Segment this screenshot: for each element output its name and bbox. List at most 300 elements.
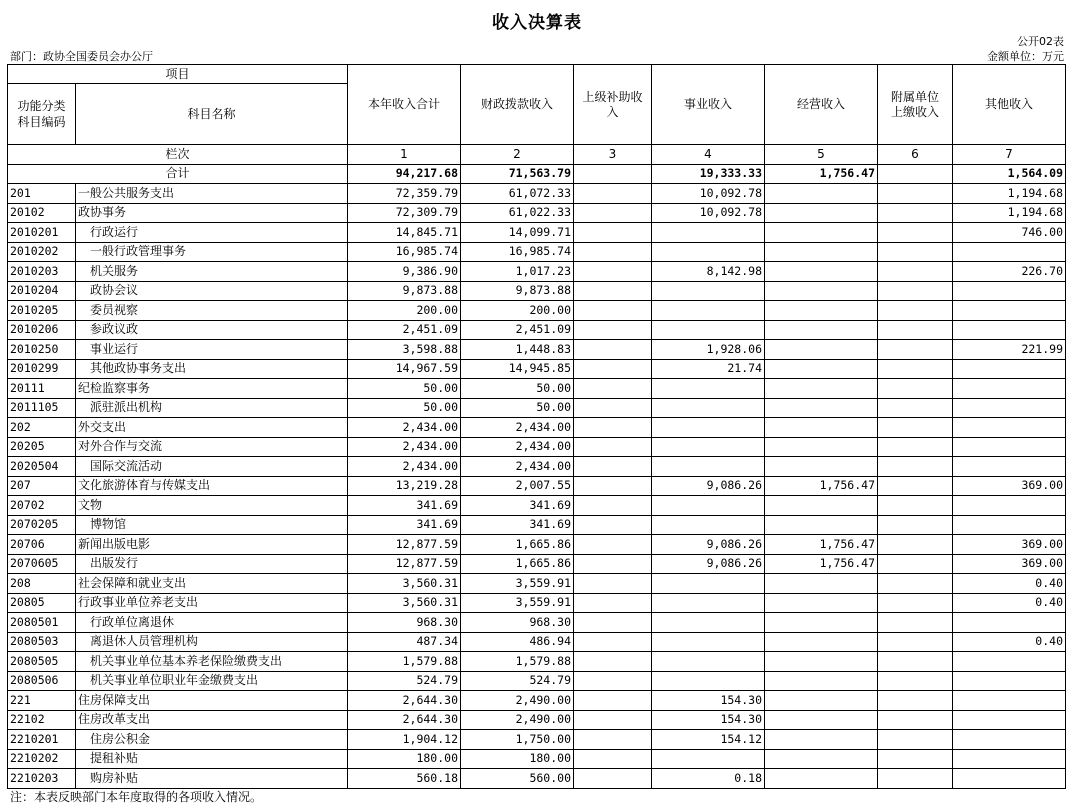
table-row — [8, 457, 1066, 477]
amount-cell — [765, 418, 878, 438]
amount-cell: 12,877.59 — [348, 535, 461, 555]
amount-cell: 341.69 — [461, 496, 574, 516]
table-row — [8, 340, 1066, 360]
amount-cell — [652, 379, 765, 399]
amount-cell: 14,945.85 — [461, 359, 574, 379]
amount-cell: 486.94 — [461, 632, 574, 652]
amount-cell: 0.18 — [652, 769, 765, 789]
total-value: 71,563.79 — [461, 164, 574, 184]
amount-cell — [765, 593, 878, 613]
table-row — [8, 535, 1066, 555]
amount-cell — [765, 574, 878, 594]
table-row — [8, 242, 1066, 262]
amount-cell: 3,560.31 — [348, 593, 461, 613]
subject-code: 2011105 — [8, 398, 76, 418]
table-row — [8, 496, 1066, 516]
amount-cell: 3,559.91 — [461, 593, 574, 613]
amount-cell: 61,022.33 — [461, 203, 574, 223]
amount-cell — [878, 301, 953, 321]
amount-cell: 14,845.71 — [348, 223, 461, 243]
table-row — [8, 418, 1066, 438]
amount-cell — [878, 593, 953, 613]
subject-code: 2080506 — [8, 671, 76, 691]
amount-cell — [878, 710, 953, 730]
amount-cell — [765, 613, 878, 633]
amount-cell: 1,448.83 — [461, 340, 574, 360]
form-number: 公开02表 — [1017, 35, 1064, 48]
amount-cell: 560.00 — [461, 769, 574, 789]
subject-name: 离退休人员管理机构 — [76, 632, 348, 652]
amount-cell — [765, 359, 878, 379]
amount-cell — [953, 457, 1066, 477]
amount-cell — [652, 593, 765, 613]
amount-cell: 9,086.26 — [652, 535, 765, 555]
subject-name: 行政单位离退休 — [76, 613, 348, 633]
subject-name: 国际交流活动 — [76, 457, 348, 477]
total-label: 合计 — [8, 164, 348, 184]
table-row — [8, 632, 1066, 652]
amount-cell — [574, 281, 652, 301]
amount-cell — [878, 359, 953, 379]
amount-cell — [765, 769, 878, 789]
amount-cell: 1,194.68 — [953, 203, 1066, 223]
amount-cell: 50.00 — [348, 379, 461, 399]
subject-code: 202 — [8, 418, 76, 438]
amount-cell — [574, 730, 652, 750]
amount-cell: 200.00 — [461, 301, 574, 321]
amount-cell: 9,086.26 — [652, 554, 765, 574]
amount-cell: 8,142.98 — [652, 262, 765, 282]
total-value: 94,217.68 — [348, 164, 461, 184]
amount-cell — [878, 242, 953, 262]
amount-cell — [878, 457, 953, 477]
column-index-label: 栏次 — [8, 145, 348, 165]
amount-cell: 2,434.00 — [461, 457, 574, 477]
subject-code: 2080503 — [8, 632, 76, 652]
amount-cell: 560.18 — [348, 769, 461, 789]
amount-cell: 14,099.71 — [461, 223, 574, 243]
subject-code: 2080501 — [8, 613, 76, 633]
amount-cell — [574, 593, 652, 613]
amount-cell — [953, 398, 1066, 418]
table-row — [8, 379, 1066, 399]
amount-cell — [574, 535, 652, 555]
amount-cell — [574, 574, 652, 594]
amount-cell — [574, 301, 652, 321]
amount-cell — [765, 379, 878, 399]
amount-cell: 3,560.31 — [348, 574, 461, 594]
amount-cell — [574, 632, 652, 652]
subject-name: 一般公共服务支出 — [76, 184, 348, 204]
amount-cell — [574, 515, 652, 535]
table-row — [8, 730, 1066, 750]
total-value: 1,564.09 — [953, 164, 1066, 184]
amount-cell: 9,873.88 — [348, 281, 461, 301]
amount-cell: 1,756.47 — [765, 476, 878, 496]
subject-code: 2010206 — [8, 320, 76, 340]
amount-cell — [878, 223, 953, 243]
subject-code: 2010205 — [8, 301, 76, 321]
amount-cell — [878, 515, 953, 535]
amount-cell — [574, 691, 652, 711]
subject-code: 207 — [8, 476, 76, 496]
amount-cell: 0.40 — [953, 574, 1066, 594]
subject-code: 2010203 — [8, 262, 76, 282]
table-row — [8, 710, 1066, 730]
amount-cell — [765, 749, 878, 769]
column-number: 4 — [652, 145, 765, 165]
amount-cell — [878, 418, 953, 438]
subject-name: 文物 — [76, 496, 348, 516]
amount-cell — [652, 281, 765, 301]
amount-cell — [953, 418, 1066, 438]
amount-cell — [953, 281, 1066, 301]
amount-cell — [652, 632, 765, 652]
amount-cell — [953, 320, 1066, 340]
amount-cell — [574, 476, 652, 496]
subject-name: 机关事业单位职业年金缴费支出 — [76, 671, 348, 691]
subject-name: 新闻出版电影 — [76, 535, 348, 555]
amount-cell — [878, 340, 953, 360]
amount-cell — [878, 613, 953, 633]
table-row — [8, 320, 1066, 340]
amount-cell — [574, 710, 652, 730]
amount-cell — [574, 262, 652, 282]
amount-cell: 9,086.26 — [652, 476, 765, 496]
amount-cell — [765, 262, 878, 282]
amount-cell: 341.69 — [461, 515, 574, 535]
amount-cell: 2,434.00 — [461, 437, 574, 457]
table-row — [8, 769, 1066, 789]
table-row — [8, 691, 1066, 711]
amount-cell — [878, 379, 953, 399]
amount-cell — [765, 671, 878, 691]
subject-code: 20702 — [8, 496, 76, 516]
amount-cell: 21.74 — [652, 359, 765, 379]
amount-cell — [878, 184, 953, 204]
amount-cell: 16,985.74 — [348, 242, 461, 262]
amount-cell: 50.00 — [461, 398, 574, 418]
amount-cell: 2,451.09 — [461, 320, 574, 340]
amount-cell: 154.12 — [652, 730, 765, 750]
amount-cell: 50.00 — [461, 379, 574, 399]
subject-name: 机关服务 — [76, 262, 348, 282]
amount-cell: 1,194.68 — [953, 184, 1066, 204]
subject-name: 住房公积金 — [76, 730, 348, 750]
amount-cell: 968.30 — [348, 613, 461, 633]
amount-cell: 1,665.86 — [461, 535, 574, 555]
amount-cell — [953, 691, 1066, 711]
amount-cell — [953, 671, 1066, 691]
table-row — [8, 359, 1066, 379]
amount-cell: 1,579.88 — [461, 652, 574, 672]
amount-cell — [878, 281, 953, 301]
amount-cell — [574, 437, 652, 457]
subject-code: 20111 — [8, 379, 76, 399]
amount-cell: 180.00 — [461, 749, 574, 769]
amount-cell — [953, 613, 1066, 633]
amount-cell — [765, 301, 878, 321]
table-row — [8, 301, 1066, 321]
amount-cell: 10,092.78 — [652, 184, 765, 204]
department-label: 部门：政协全国委员会办公厅 — [10, 50, 153, 63]
amount-cell — [953, 437, 1066, 457]
amount-cell: 16,985.74 — [461, 242, 574, 262]
amount-cell — [878, 437, 953, 457]
amount-cell — [953, 769, 1066, 789]
amount-cell: 2,490.00 — [461, 691, 574, 711]
table-row — [8, 613, 1066, 633]
amount-cell — [574, 613, 652, 633]
subject-name: 纪检监察事务 — [76, 379, 348, 399]
amount-cell — [878, 554, 953, 574]
subject-name: 行政事业单位养老支出 — [76, 593, 348, 613]
amount-cell — [765, 223, 878, 243]
subject-name: 博物馆 — [76, 515, 348, 535]
column-number: 6 — [878, 145, 953, 165]
amount-cell — [765, 398, 878, 418]
column-number: 1 — [348, 145, 461, 165]
amount-cell — [574, 398, 652, 418]
subject-code: 2010204 — [8, 281, 76, 301]
amount-cell — [878, 262, 953, 282]
col-header-3: 上级补助收 入 — [574, 65, 652, 145]
amount-cell — [878, 769, 953, 789]
amount-cell — [953, 496, 1066, 516]
amount-cell: 2,434.00 — [348, 437, 461, 457]
amount-cell: 1,750.00 — [461, 730, 574, 750]
amount-cell: 1,579.88 — [348, 652, 461, 672]
column-number: 3 — [574, 145, 652, 165]
amount-cell — [574, 379, 652, 399]
amount-cell — [574, 340, 652, 360]
amount-cell — [765, 515, 878, 535]
subject-name: 参政议政 — [76, 320, 348, 340]
table-row — [8, 262, 1066, 282]
amount-cell — [878, 691, 953, 711]
subject-name: 政协会议 — [76, 281, 348, 301]
subject-code: 2010299 — [8, 359, 76, 379]
amount-cell: 10,092.78 — [652, 203, 765, 223]
footnote: 注：本表反映部门本年度取得的各项收入情况。 — [10, 790, 263, 804]
amount-cell: 12,877.59 — [348, 554, 461, 574]
subject-name: 住房保障支出 — [76, 691, 348, 711]
amount-cell: 1,756.47 — [765, 535, 878, 555]
amount-cell — [878, 749, 953, 769]
subject-code: 2070605 — [8, 554, 76, 574]
amount-cell: 2,434.00 — [461, 418, 574, 438]
col-header-6: 附属单位 上缴收入 — [878, 65, 953, 145]
func-code-header: 功能分类 科目编码 — [8, 84, 76, 145]
table-row — [8, 554, 1066, 574]
amount-cell — [652, 574, 765, 594]
table-row — [8, 223, 1066, 243]
amount-cell: 2,451.09 — [348, 320, 461, 340]
item-header: 项目 — [8, 65, 348, 84]
amount-cell: 1,665.86 — [461, 554, 574, 574]
amount-cell: 341.69 — [348, 496, 461, 516]
amount-cell: 2,434.00 — [348, 418, 461, 438]
col-header-4: 事业收入 — [652, 65, 765, 145]
col-header-2: 财政拨款收入 — [461, 65, 574, 145]
amount-cell — [652, 652, 765, 672]
amount-cell: 13,219.28 — [348, 476, 461, 496]
subject-name: 社会保障和就业支出 — [76, 574, 348, 594]
amount-cell — [953, 749, 1066, 769]
table-row — [8, 515, 1066, 535]
subject-name: 派驻派出机构 — [76, 398, 348, 418]
subject-name: 政协事务 — [76, 203, 348, 223]
subject-code: 22102 — [8, 710, 76, 730]
amount-cell — [574, 671, 652, 691]
amount-cell: 524.79 — [461, 671, 574, 691]
subject-code: 20805 — [8, 593, 76, 613]
subject-code: 208 — [8, 574, 76, 594]
amount-cell: 341.69 — [348, 515, 461, 535]
amount-cell — [765, 203, 878, 223]
amount-cell — [765, 632, 878, 652]
amount-cell — [652, 613, 765, 633]
table-row — [8, 749, 1066, 769]
amount-cell: 1,928.06 — [652, 340, 765, 360]
table-row — [8, 476, 1066, 496]
subject-name: 住房改革支出 — [76, 710, 348, 730]
col-header-7: 其他收入 — [953, 65, 1066, 145]
amount-cell — [652, 749, 765, 769]
amount-cell — [878, 476, 953, 496]
income-table — [7, 64, 1066, 789]
amount-cell — [574, 652, 652, 672]
amount-cell — [574, 769, 652, 789]
amount-cell — [574, 320, 652, 340]
amount-cell — [574, 457, 652, 477]
amount-cell: 2,644.30 — [348, 710, 461, 730]
amount-cell — [765, 496, 878, 516]
amount-cell — [953, 379, 1066, 399]
amount-cell: 9,873.88 — [461, 281, 574, 301]
amount-cell — [574, 203, 652, 223]
subject-code: 2210201 — [8, 730, 76, 750]
amount-cell — [574, 418, 652, 438]
amount-cell — [652, 301, 765, 321]
subject-code: 20102 — [8, 203, 76, 223]
amount-cell: 226.70 — [953, 262, 1066, 282]
table-row — [8, 281, 1066, 301]
amount-cell — [765, 242, 878, 262]
amount-cell — [878, 203, 953, 223]
amount-cell: 72,359.79 — [348, 184, 461, 204]
amount-cell: 3,598.88 — [348, 340, 461, 360]
amount-cell — [765, 281, 878, 301]
amount-cell — [765, 184, 878, 204]
total-value: 19,333.33 — [652, 164, 765, 184]
amount-cell — [652, 671, 765, 691]
amount-cell — [652, 398, 765, 418]
amount-cell: 2,644.30 — [348, 691, 461, 711]
amount-cell — [574, 223, 652, 243]
amount-cell — [652, 242, 765, 262]
amount-cell — [652, 437, 765, 457]
amount-cell — [878, 730, 953, 750]
subject-name: 购房补贴 — [76, 769, 348, 789]
amount-cell: 200.00 — [348, 301, 461, 321]
col-header-5: 经营收入 — [765, 65, 878, 145]
subject-code: 2010202 — [8, 242, 76, 262]
column-number: 7 — [953, 145, 1066, 165]
subject-code: 20706 — [8, 535, 76, 555]
amount-cell — [574, 554, 652, 574]
subject-name: 行政运行 — [76, 223, 348, 243]
amount-cell — [765, 652, 878, 672]
amount-cell — [765, 710, 878, 730]
amount-cell — [574, 242, 652, 262]
amount-cell: 1,756.47 — [765, 554, 878, 574]
column-number: 2 — [461, 145, 574, 165]
amount-cell: 0.40 — [953, 593, 1066, 613]
table-row — [8, 671, 1066, 691]
report-title: 收入决算表 — [492, 13, 582, 33]
amount-cell — [878, 320, 953, 340]
amount-cell: 369.00 — [953, 554, 1066, 574]
amount-cell: 524.79 — [348, 671, 461, 691]
amount-cell — [953, 359, 1066, 379]
col-header-1: 本年收入合计 — [348, 65, 461, 145]
subject-code: 20205 — [8, 437, 76, 457]
amount-cell — [652, 496, 765, 516]
amount-cell — [953, 242, 1066, 262]
subject-code: 2080505 — [8, 652, 76, 672]
amount-cell: 154.30 — [652, 691, 765, 711]
amount-cell — [878, 535, 953, 555]
total-value — [574, 164, 652, 184]
subject-name: 机关事业单位基本养老保险缴费支出 — [76, 652, 348, 672]
amount-cell — [953, 730, 1066, 750]
subject-name: 文化旅游体育与传媒支出 — [76, 476, 348, 496]
amount-cell — [765, 691, 878, 711]
total-value: 1,756.47 — [765, 164, 878, 184]
subject-code: 2010201 — [8, 223, 76, 243]
subject-code: 221 — [8, 691, 76, 711]
subject-code: 2010250 — [8, 340, 76, 360]
amount-cell — [953, 515, 1066, 535]
amount-cell: 369.00 — [953, 476, 1066, 496]
amount-cell — [878, 652, 953, 672]
amount-cell: 61,072.33 — [461, 184, 574, 204]
column-number: 5 — [765, 145, 878, 165]
amount-cell: 2,434.00 — [348, 457, 461, 477]
total-value — [878, 164, 953, 184]
subject-name: 出版发行 — [76, 554, 348, 574]
amount-cell: 72,309.79 — [348, 203, 461, 223]
amount-cell: 968.30 — [461, 613, 574, 633]
table-row — [8, 437, 1066, 457]
amount-unit-label: 金额单位：万元 — [987, 50, 1064, 63]
amount-cell — [878, 632, 953, 652]
amount-cell: 180.00 — [348, 749, 461, 769]
amount-cell: 221.99 — [953, 340, 1066, 360]
amount-cell — [765, 437, 878, 457]
amount-cell — [765, 730, 878, 750]
subject-code: 2070205 — [8, 515, 76, 535]
amount-cell — [765, 340, 878, 360]
table-row — [8, 184, 1066, 204]
subject-code: 2210202 — [8, 749, 76, 769]
amount-cell — [765, 320, 878, 340]
subject-name: 其他政协事务支出 — [76, 359, 348, 379]
amount-cell — [652, 457, 765, 477]
amount-cell — [574, 184, 652, 204]
amount-cell — [765, 457, 878, 477]
